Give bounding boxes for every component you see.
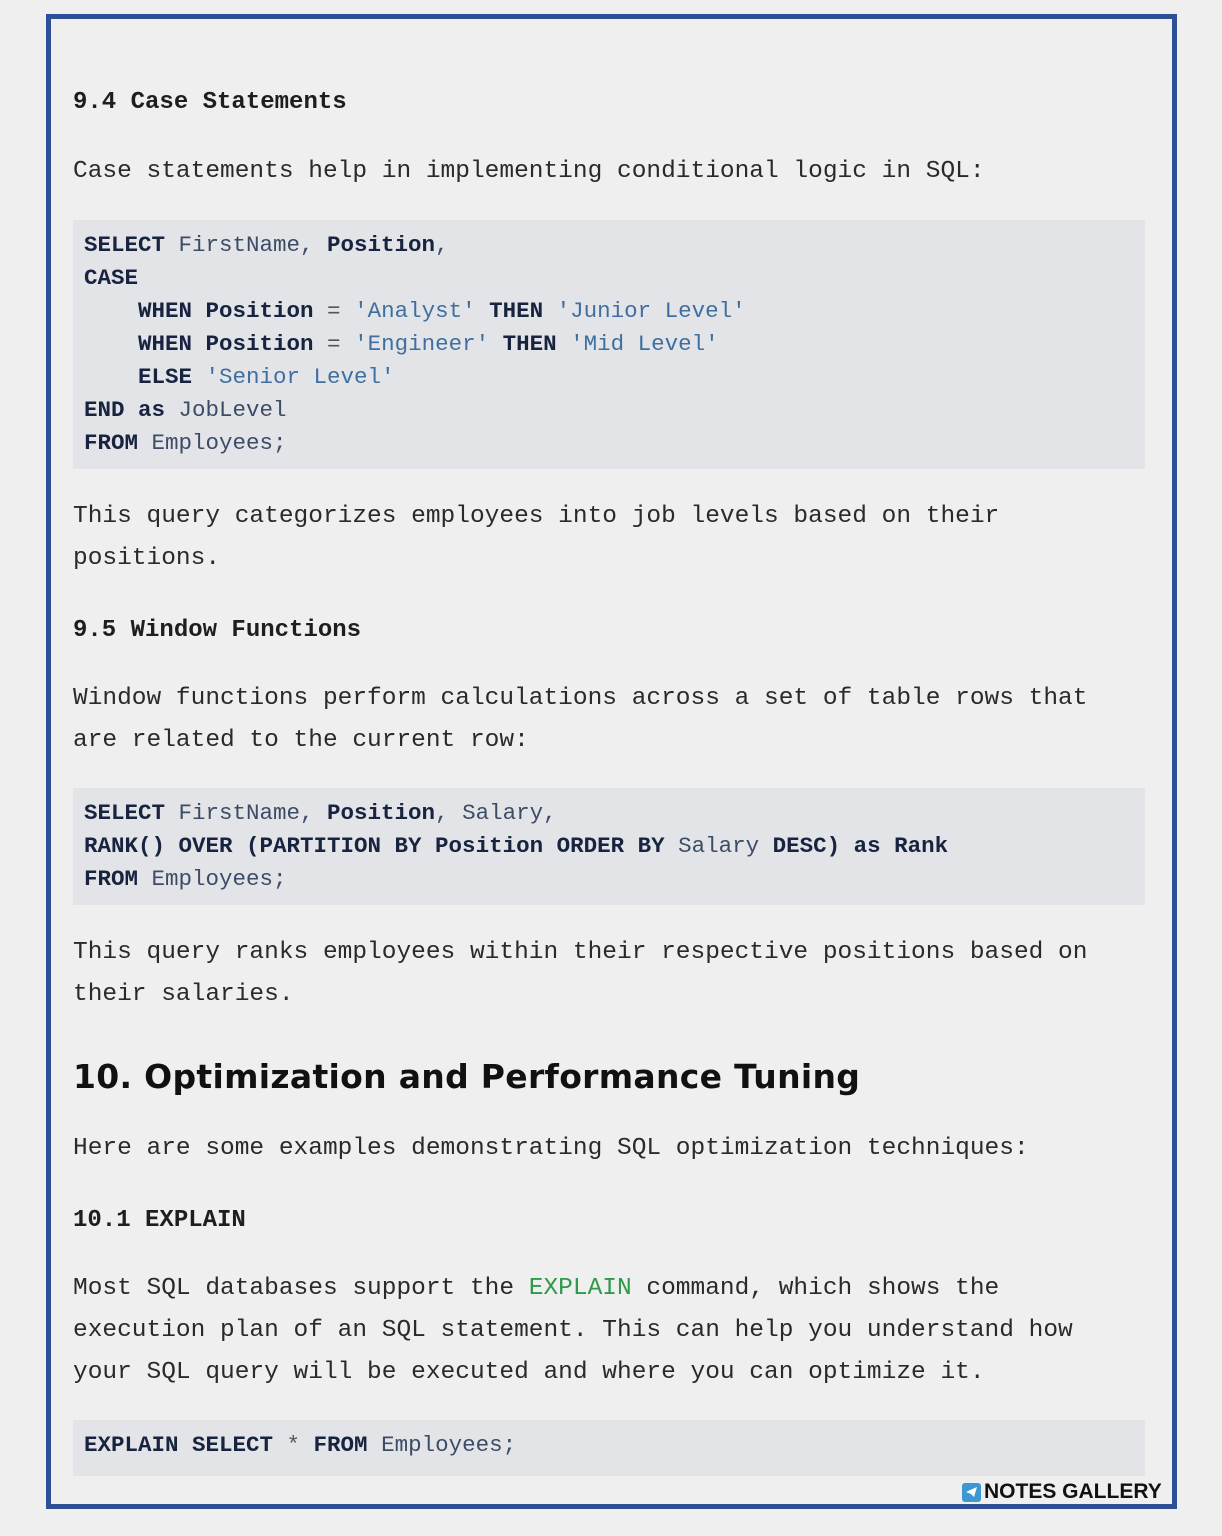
code-line <box>84 295 1134 328</box>
code-token-id: Employees; <box>138 430 287 456</box>
section-heading-10-1: 10.1 EXPLAIN <box>73 1207 246 1234</box>
code-line <box>84 394 1134 427</box>
text: Most SQL databases support the <box>73 1275 529 1302</box>
code-token-id: FirstName, <box>165 232 328 258</box>
code-token-kw: CASE <box>84 265 139 291</box>
code-token-kw: SELECT <box>84 800 166 826</box>
code-token-id <box>84 331 138 357</box>
code-line <box>84 863 1134 896</box>
code-token-kw: WHEN Position <box>138 331 314 357</box>
section-heading-9-4: 9.4 Case Statements <box>73 89 347 116</box>
code-line <box>84 328 1134 361</box>
code-line <box>84 262 1134 295</box>
code-block-case <box>73 220 1145 469</box>
code-token-id: , Salary, <box>435 800 557 826</box>
code-token-id: JobLevel <box>165 397 287 423</box>
code-token-id: Salary <box>664 833 773 859</box>
code-token-id: FirstName, <box>165 800 328 826</box>
code-token-kw: FROM <box>84 866 139 892</box>
paragraph: This query categorizes employees into job levels based on their positions. <box>73 503 1000 572</box>
code-token-id: Employees; <box>367 1432 517 1458</box>
code-token-id <box>84 364 138 390</box>
code-token-kw: Position <box>327 232 436 258</box>
code-token-str: 'Senior Level' <box>205 364 395 390</box>
watermark <box>962 1480 1162 1504</box>
code-token-kw: THEN <box>489 331 571 357</box>
code-line <box>84 830 1134 863</box>
paragraph: Window functions perform calculations across a set of table rows that are related to the current row: <box>73 685 1088 754</box>
code-block-window <box>73 788 1145 905</box>
code-token-op: = <box>313 298 355 324</box>
code-line <box>84 427 1134 460</box>
watermark-text: NOTES GALLERY <box>984 1480 1162 1503</box>
paragraph-explain <box>73 1268 1153 1394</box>
code-token-kw: EXPLAIN SELECT <box>84 1432 274 1458</box>
paragraph: This query ranks employees within their respective positions based on their salaries. <box>73 939 1088 1008</box>
code-token-str: 'Engineer' <box>354 331 490 357</box>
paragraph: Case statements help in implementing conditional logic in SQL: <box>73 158 985 185</box>
code-token-kw: FROM <box>84 430 139 456</box>
code-token-str: 'Analyst' <box>354 298 476 324</box>
code-token-kw: SELECT <box>84 232 166 258</box>
section-heading-9-5: 9.5 Window Functions <box>73 617 362 644</box>
code-token-op: * <box>273 1432 314 1458</box>
code-line <box>84 229 1134 262</box>
code-line <box>84 797 1134 830</box>
code-token-id: Employees; <box>138 866 287 892</box>
code-token-kw: WHEN Position <box>138 298 314 324</box>
code-token-id <box>84 298 138 324</box>
code-line <box>84 1429 1134 1462</box>
code-token-kw: DESC) as Rank <box>772 833 949 859</box>
code-block-explain <box>73 1420 1145 1476</box>
section-heading-10: 10. Optimization and Performance Tuning <box>73 1057 861 1096</box>
code-token-id: , <box>435 232 449 258</box>
code-line <box>84 361 1134 394</box>
code-token-kw: RANK() OVER (PARTITION BY Position ORDER BY <box>84 833 665 859</box>
code-token-str: 'Junior Level' <box>556 298 746 324</box>
code-token-kw: FROM <box>313 1432 368 1458</box>
text: command, which shows the execution plan of an SQL statement. This can help you understand how your SQL query will be executed and where you can optimize it. <box>73 1275 1073 1386</box>
explain-highlight: EXPLAIN <box>528 1275 632 1302</box>
code-token-kw: Position <box>327 800 436 826</box>
code-token-kw: ELSE <box>138 364 206 390</box>
code-token-str: 'Mid Level' <box>570 331 719 357</box>
paragraph: Here are some examples demonstrating SQL optimization techniques: <box>73 1135 1029 1162</box>
telegram-icon <box>962 1483 981 1502</box>
code-token-op: = <box>313 331 355 357</box>
code-token-kw: END as <box>84 397 166 423</box>
code-token-kw: THEN <box>475 298 557 324</box>
